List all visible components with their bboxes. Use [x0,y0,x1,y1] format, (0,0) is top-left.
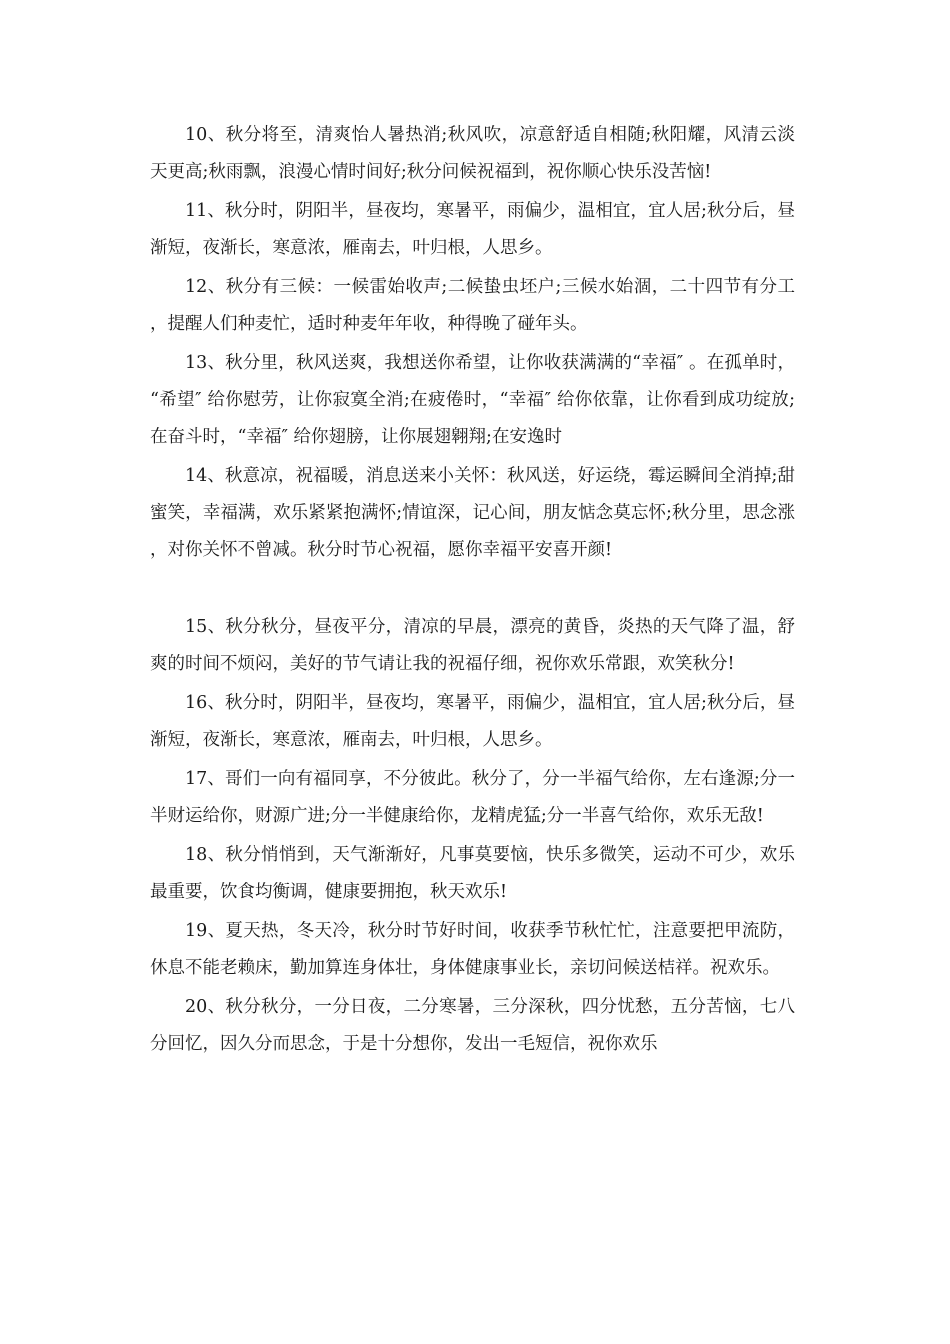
paragraph-16: 16、秋分时，阴阳半，昼夜均，寒暑平，雨偏少，温相宜，宜人居;秋分后，昼渐短，夜渐长，寒意浓，雁南去，叶归根，人思乡。 [150,693,795,750]
paragraph-10: 10、秋分将至，清爽怡人暑热消;秋风吹，凉意舒适自相随;秋阳耀，风清云淡天更高;秋雨飘，浪漫心情时间好;秋分问候祝福到，祝你顺心快乐没苦恼! [150,125,795,182]
paragraph-13: 13、秋分里，秋风送爽，我想送你希望，让你收获满满的“幸福″ 。在孤单时，“希望″ 给你慰劳，让你寂寞全消;在疲倦时，“幸福″ 给你依靠，让你看到成功绽放;在奋斗时，“幸福″ 给你翅膀，让你展翅翱翔;在安逸时 [150,353,795,447]
paragraph-11: 11、秋分时，阴阳半，昼夜均，寒暑平，雨偏少，温相宜，宜人居;秋分后，昼渐短，夜渐长，寒意浓，雁南去，叶归根，人思乡。 [150,201,795,258]
paragraph-20: 20、秋分秋分，一分日夜，二分寒暑，三分深秋，四分忧愁，五分苦恼，七八分回忆，因久分而思念，于是十分想你，发出一毛短信，祝你欢乐 [150,997,795,1054]
paragraph-12: 12、秋分有三候：一候雷始收声;二候蛰虫坯户;三候水始涸，二十四节有分工，提醒人们种麦忙，适时种麦年年收，种得晚了碰年头。 [150,277,795,334]
paragraph-17: 17、哥们一向有福同享，不分彼此。秋分了，分一半福气给你，左右逢源;分一半财运给你，财源广进;分一半健康给你，龙精虎猛;分一半喜气给你，欢乐无敌! [150,769,795,826]
paragraph-19: 19、夏天热，冬天冷，秋分时节好时间，收获季节秋忙忙，注意要把甲流防，休息不能老赖床，勤加算连身体壮，身体健康事业长，亲切问候送桔祥。祝欢乐。 [150,921,795,978]
paragraph-14: 14、秋意凉，祝福暖，消息送来小关怀：秋风送，好运绕，霉运瞬间全消掉;甜蜜笑，幸福满，欢乐紧紧抱满怀;情谊深，记心间，朋友惦念莫忘怀;秋分里，思念涨，对你关怀不曾减。秋分时节心祝福，愿你幸福平安喜开颜! [150,466,795,560]
paragraph-15: 15、秋分秋分，昼夜平分，清凉的早晨，漂亮的黄昏，炎热的天气降了温，舒爽的时间不烦闷，美好的节气请让我的祝福仔细，祝你欢乐常跟，欢笑秋分! [150,617,795,674]
paragraph-18: 18、秋分悄悄到，天气渐渐好，凡事莫要恼，快乐多微笑，运动不可少，欢乐最重要，饮食均衡调，健康要拥抱，秋天欢乐! [150,845,795,902]
document-body [150,117,795,1065]
paragraph-spacer [150,571,795,609]
